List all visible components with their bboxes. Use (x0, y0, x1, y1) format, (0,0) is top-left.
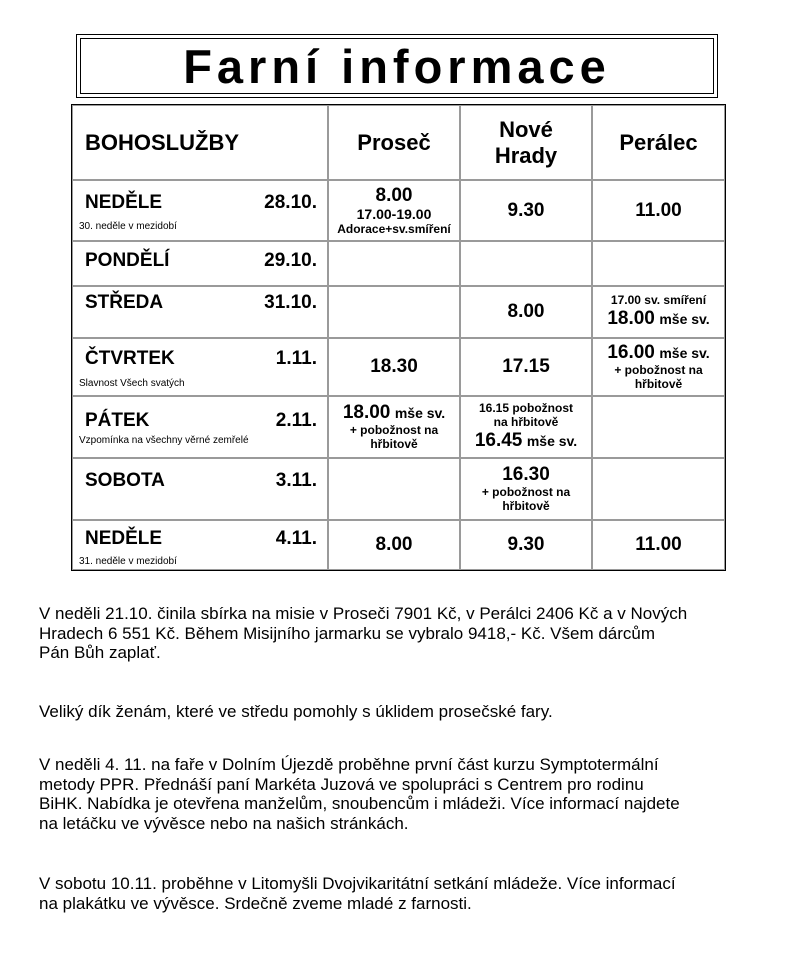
event-note: hřbitově (502, 498, 550, 513)
event-note: Adorace+sv.smíření (337, 221, 451, 236)
time-value: 16.45 (474, 429, 523, 451)
event-note: mše sv. (659, 310, 710, 327)
cell-prosec (328, 241, 460, 286)
day-name: STŘEDA (85, 292, 164, 313)
cell-nove-hrady (460, 338, 592, 396)
time-value: 16.30 (502, 464, 550, 486)
cell-prosec (328, 458, 460, 520)
announcement-line: V neděli 21.10. činila sbírka na misie v Proseči 7901 Kč, v Perálci 2406 Kč a v Nových (39, 604, 688, 623)
day-date: 31.10. (264, 292, 317, 313)
column-header-nove-hrady-1: Nové (499, 117, 553, 143)
column-header-nove-hrady-2: Hrady (494, 142, 558, 168)
time-value: 9.30 (507, 534, 545, 555)
announcement-collection (39, 604, 769, 663)
day-date: 3.11. (275, 470, 317, 491)
time-value: 8.00 (507, 301, 545, 322)
event-note: + pobožnost na (614, 363, 703, 378)
day-cell (72, 458, 328, 520)
day-name: PÁTEK (85, 410, 150, 431)
cell-nove-hrady (460, 180, 592, 241)
title-inner-frame (80, 38, 714, 94)
event-note: 16.15 pobožnost (478, 401, 573, 416)
event-note: na hřbitově (493, 415, 559, 430)
cell-prosec (328, 180, 460, 241)
time-value: 8.00 (375, 534, 413, 555)
cell-peralec (592, 180, 725, 241)
cell-nove-hrady (460, 396, 592, 458)
time-value: 18.00 (342, 402, 391, 424)
header-cell-prosec (328, 105, 460, 180)
cell-peralec (592, 338, 725, 396)
day-name: NEDĚLE (85, 528, 163, 549)
day-name: SOBOTA (85, 470, 165, 491)
table-row (72, 396, 725, 458)
title-frame (76, 34, 718, 98)
announcement-course (39, 755, 769, 833)
day-cell (72, 338, 328, 396)
cell-prosec (328, 338, 460, 396)
cell-peralec (592, 286, 725, 338)
event-note: hřbitově (370, 436, 418, 451)
day-cell (72, 180, 328, 241)
day-cell (72, 396, 328, 458)
day-date: 1.11. (275, 348, 317, 369)
announcement-line: V sobotu 10.11. proběhne v Litomyšli Dvojvikaritátní setkání mládeže. Více informací (39, 874, 676, 893)
day-note: 31. neděle v mezidobí (79, 556, 177, 567)
table-row (72, 520, 725, 570)
event-note: + pobožnost na (481, 485, 571, 500)
cell-nove-hrady (460, 241, 592, 286)
cell-nove-hrady (460, 520, 592, 570)
cell-peralec (592, 241, 725, 286)
announcement-line: metody PPR. Přednáší paní Markéta Juzová ve spolupráci s Centrem pro rodinu (39, 774, 644, 794)
time-value: 8.00 (375, 184, 413, 206)
schedule-table (71, 104, 726, 571)
day-date: 29.10. (264, 250, 317, 271)
day-date: 2.11. (275, 410, 317, 431)
cell-peralec (592, 520, 725, 570)
time-value: 17.15 (502, 356, 550, 377)
announcement-line: Hradech 6 551 Kč. Během Misijního jarmarku se vybralo 9418,- Kč. Všem dárcům (39, 623, 656, 643)
header-label-cell (72, 105, 328, 180)
day-name: ČTVRTEK (85, 348, 175, 369)
event-note: hřbitově (634, 376, 683, 391)
day-note: Slavnost Všech svatých (79, 378, 185, 389)
announcement-youth (39, 874, 769, 913)
announcement-line: na plakátku ve vývěsce. Srdečně zveme mladé z farnosti. (39, 893, 472, 913)
announcement-line: na letáčku ve vývěsce nebo na našich stránkách. (39, 813, 409, 833)
day-date: 28.10. (264, 192, 317, 213)
day-cell (72, 520, 328, 570)
time-value: 9.30 (507, 199, 545, 221)
announcement-line: BiHK. Nabídka je otevřena manželům, snoubencům i mládeži. Více informací najdete (39, 794, 680, 814)
cell-prosec (328, 520, 460, 570)
header-cell-nove-hrady (460, 105, 592, 180)
announcement-line: Pán Bůh zaplať. (39, 643, 161, 663)
time-value: 16.00 (607, 342, 655, 364)
event-note: + pobožnost na (349, 423, 439, 438)
time-range: 17.00-19.00 (356, 206, 432, 223)
day-cell (72, 286, 328, 338)
time-value: 11.00 (635, 534, 682, 555)
day-note: 30. neděle v mezidobí (79, 221, 177, 232)
table-row (72, 180, 725, 241)
column-header-peralec: Perálec (619, 129, 698, 155)
event-note: mše sv. (659, 345, 710, 362)
time-value: 11.00 (635, 199, 682, 221)
cell-peralec (592, 396, 725, 458)
table-row (72, 458, 725, 520)
day-name: NEDĚLE (85, 192, 163, 213)
day-date: 4.11. (275, 528, 317, 549)
day-cell (72, 241, 328, 286)
cell-nove-hrady (460, 286, 592, 338)
table-header-row (72, 105, 725, 180)
day-note: Vzpomínka na všechny věrné zemřelé (79, 435, 249, 446)
page-title: Farní informace (183, 39, 611, 93)
column-header-prosec: Proseč (357, 129, 431, 155)
table-row (72, 286, 725, 338)
time-value: 18.00 (607, 307, 655, 329)
announcement-thanks (39, 702, 769, 722)
announcement-line: Veliký dík ženám, které ve středu pomohly s úklidem prosečské fary. (39, 702, 553, 721)
header-cell-peralec (592, 105, 725, 180)
event-note: 17.00 sv. smíření (610, 293, 707, 308)
cell-prosec (328, 396, 460, 458)
cell-peralec (592, 458, 725, 520)
cell-prosec (328, 286, 460, 338)
header-label: BOHOSLUŽBY (85, 130, 239, 155)
announcement-line: V neděli 4. 11. na faře v Dolním Újezdě proběhne první část kurzu Symptotermální (39, 755, 659, 774)
cell-nove-hrady (460, 458, 592, 520)
day-name: PONDĚLÍ (85, 250, 170, 271)
table-row (72, 338, 725, 396)
event-note: mše sv. (526, 432, 578, 449)
event-note: mše sv. (394, 405, 446, 422)
time-value: 18.30 (370, 356, 418, 377)
table-row (72, 241, 725, 286)
